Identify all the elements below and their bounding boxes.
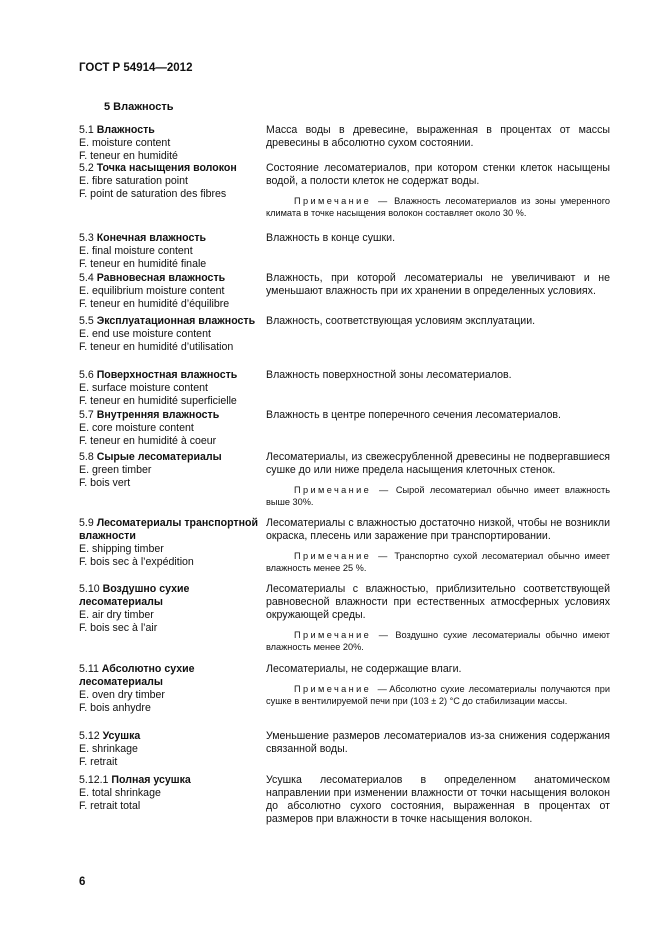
note-label: Примечание —: [294, 196, 390, 206]
term-column: [79, 272, 263, 315]
term-entry: [0, 451, 661, 517]
note-label: Примечание —: [294, 551, 390, 561]
term-definition: Лесоматериалы с влажностью достаточно низкой, чтобы не возникли окраска, плесень или заражение при транспортировании.: [266, 517, 610, 542]
definition-column: [266, 583, 610, 663]
note-label: Примечание —: [294, 630, 391, 640]
term-entry: [0, 162, 661, 232]
term-english: E. fibre saturation point: [79, 175, 188, 187]
term-french: F. bois sec à l’expédition: [79, 556, 194, 568]
term-name: Точка насыщения волокон: [96, 162, 237, 174]
term-french: F. point de saturation des fibres: [79, 188, 227, 200]
term-definition: Усушка лесоматериалов в определенном анатомическом направлении при изменении влажности от точки насыщения волокон до абсолютно сухого состояния, выраженная в процентах от размеров при влажности в точке насыщения волокон.: [266, 774, 610, 825]
definition-column: [266, 730, 610, 774]
term-number: 5.11: [79, 663, 99, 675]
term-number: 5.8: [79, 451, 94, 463]
definition-column: [266, 315, 610, 369]
document-header: ГОСТ Р 54914—2012: [79, 62, 193, 74]
term-note: [266, 629, 610, 653]
term-number: 5.12: [79, 730, 100, 742]
term-french: F. teneur en humidité d’équilibre: [79, 298, 230, 310]
term-entry: [0, 774, 661, 830]
term-column: [79, 517, 263, 583]
definition-column: [266, 232, 610, 272]
term-note: [266, 484, 610, 508]
term-note: [266, 683, 610, 707]
term-number: 5.2: [79, 162, 94, 174]
term-definition: Масса воды в древесине, выраженная в процентах от массы древесины в абсолютно сухом состоянии.: [266, 124, 610, 149]
term-french: F. teneur en humidité finale: [79, 258, 207, 270]
term-name: Усушка: [102, 730, 141, 742]
term-french: F. retrait total: [79, 800, 141, 812]
definition-column: [266, 774, 610, 830]
note-text: Воздушно сухие лесоматериалы обычно имеют влажность менее 20%.: [266, 630, 611, 652]
term-english: E. total shrinkage: [79, 787, 161, 799]
term-english: E. green timber: [79, 464, 152, 476]
term-note: [266, 550, 610, 574]
note-text: Сырой лесоматериал обычно имеет влажность выше 30%.: [266, 485, 610, 507]
term-name: Эксплуатационная влажность: [96, 315, 256, 327]
term-french: F. bois vert: [79, 477, 131, 489]
term-definition: Влажность, при которой лесоматериалы не увеличивают и не уменьшают влажность при их хранении в определенных условиях.: [266, 272, 610, 297]
term-number: 5.1: [79, 124, 94, 136]
term-entry: [0, 409, 661, 451]
term-name: Внутренняя влажность: [96, 409, 220, 421]
term-column: [79, 232, 263, 272]
term-english: E. core moisture content: [79, 422, 194, 434]
term-name: Поверхностная влажность: [96, 369, 238, 381]
term-english: E. shrinkage: [79, 743, 138, 755]
term-column: [79, 162, 263, 232]
term-number: 5.5: [79, 315, 94, 327]
term-definition: Влажность, соответствующая условиям эксплуатации.: [266, 315, 536, 327]
term-french: F. teneur en humidité superficielle: [79, 395, 237, 407]
term-name: Полная усушка: [111, 774, 191, 786]
term-column: [79, 451, 263, 517]
term-note: [266, 195, 610, 219]
term-entry: [0, 124, 661, 162]
term-english: E. end use moisture content: [79, 328, 211, 340]
definition-column: [266, 409, 610, 451]
term-column: [79, 409, 263, 451]
term-column: [79, 315, 263, 369]
term-french: F. teneur en humidité d’utilisation: [79, 341, 234, 353]
page-number: 6: [79, 876, 86, 888]
term-column: [79, 369, 263, 409]
term-name: Равновесная влажность: [96, 272, 226, 284]
term-english: E. moisture content: [79, 137, 171, 149]
term-definition: Состояние лесоматериалов, при котором стенки клеток насыщены водой, а полости клеток не содержат воды.: [266, 162, 610, 187]
term-name: Воздушно сухие лесоматериалы: [79, 583, 190, 608]
term-french: F. bois anhydre: [79, 702, 151, 714]
term-number: 5.6: [79, 369, 94, 381]
term-entry: [0, 369, 661, 409]
term-entry: [0, 272, 661, 315]
note-label: Примечание —: [294, 684, 390, 694]
term-number: 5.7: [79, 409, 94, 421]
term-french: F. teneur en humidité à coeur: [79, 435, 217, 447]
term-french: F. retrait: [79, 756, 118, 768]
definition-column: [266, 663, 610, 730]
term-column: [79, 774, 263, 830]
term-entry: [0, 583, 661, 663]
term-name: Сырые лесоматериалы: [96, 451, 222, 463]
note-label: Примечание —: [294, 485, 391, 495]
term-number: 5.3: [79, 232, 94, 244]
term-name: Конечная влажность: [96, 232, 207, 244]
term-definition: Влажность поверхностной зоны лесоматериалов.: [266, 369, 512, 381]
term-english: E. equilibrium moisture content: [79, 285, 225, 297]
term-french: F. bois sec à l’air: [79, 622, 158, 634]
term-definition: Лесоматериалы с влажностью, приблизительно соответствующей равновесной влажности при естественных атмосферных условиях окружающей среды.: [266, 583, 610, 621]
definition-column: [266, 162, 610, 232]
term-number: 5.9: [79, 517, 94, 529]
term-definition: Лесоматериалы, не содержащие влаги.: [266, 663, 462, 675]
term-name: Влажность: [96, 124, 155, 136]
term-column: [79, 730, 263, 774]
term-english: E. final moisture content: [79, 245, 193, 257]
note-text: Транспортно сухой лесоматериал обычно имеет влажность менее 25 %.: [266, 551, 610, 573]
term-french: F. teneur en humidité: [79, 150, 178, 162]
term-column: [79, 663, 263, 730]
note-text: Влажность лесоматериалов из зоны умеренного климата в точке насыщения волокон составляет около 30 %.: [266, 196, 610, 218]
term-english: E. oven dry timber: [79, 689, 165, 701]
term-number: 5.4: [79, 272, 94, 284]
term-definition: Лесоматериалы, из свежесрубленной древесины не подвергавшиеся сушке до или ниже предела насыщения клеточных стенок.: [266, 451, 610, 476]
definition-column: [266, 124, 610, 162]
term-definition: Уменьшение размеров лесоматериалов из-за снижения содержания связанной воды.: [266, 730, 610, 755]
term-number: 5.10: [79, 583, 100, 595]
term-name: Лесоматериалы транспортной влажности: [79, 517, 258, 542]
note-text: Абсолютно сухие лесоматериалы получаются при сушке в вентилируемой печи при (103 ± 2) °С до стабилизации массы.: [266, 684, 610, 706]
definition-column: [266, 369, 610, 409]
term-number: 5.12.1: [79, 774, 109, 786]
definition-column: [266, 272, 610, 315]
term-entry: [0, 315, 661, 369]
term-name: Абсолютно сухие лесоматериалы: [79, 663, 195, 688]
term-entry: [0, 232, 661, 272]
term-entry: [0, 663, 661, 730]
term-english: E. air dry timber: [79, 609, 154, 621]
definition-column: [266, 517, 610, 583]
term-entry: [0, 517, 661, 583]
term-english: E. surface moisture content: [79, 382, 208, 394]
definition-column: [266, 451, 610, 517]
term-column: [79, 124, 263, 162]
term-definition: Влажность в конце сушки.: [266, 232, 396, 244]
section-title: 5 Влажность: [104, 101, 174, 113]
term-list: [0, 124, 661, 830]
term-definition: Влажность в центре поперечного сечения лесоматериалов.: [266, 409, 561, 421]
term-english: E. shipping timber: [79, 543, 164, 555]
term-column: [79, 583, 263, 663]
term-entry: [0, 730, 661, 774]
